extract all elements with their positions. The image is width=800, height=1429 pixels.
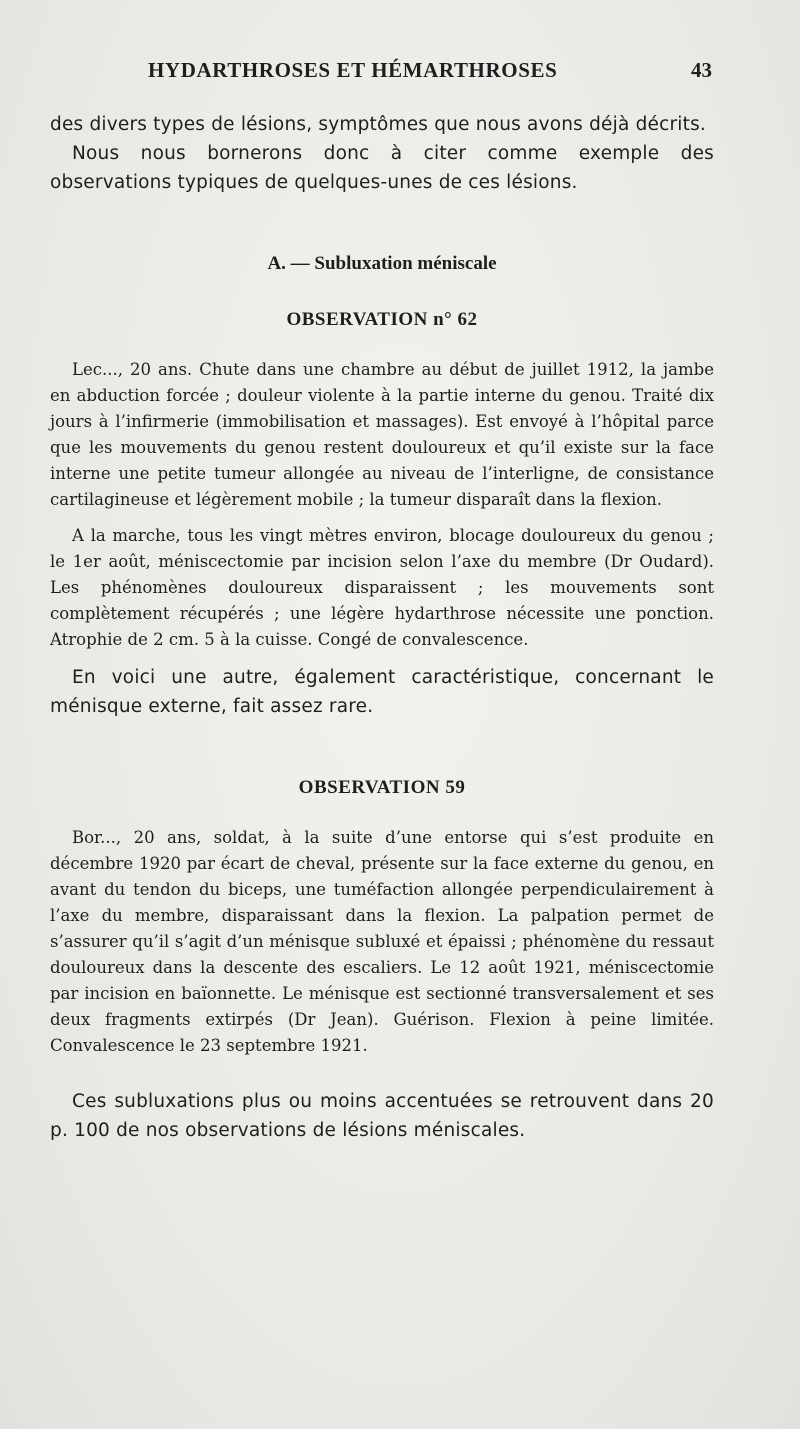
observation-heading-62: OBSERVATION n° 62 (286, 309, 478, 330)
observation-59-text: Bor..., 20 ans, soldat, à la suite d’une entorse qui s’est produite en décembre 1920 par écart de cheval, présente sur la face externe du genou, en avant du tendon du biceps, une tuméfaction allongée perpendiculairement à l’axe du membre, disparaissant dans la flexion. La palpation permet de s’assurer qu’il s’agit d’un ménisque subluxé et épaissi ; phénomène du ressaut douloureux dans la descente des escaliers. Le 12 août 1921, méniscectomie par incision en baïonnette. Le ménisque est sectionné transversalement et ses deux fragments extirpés (Dr Jean). Guérison. Flexion à peine limitée. Convalescence le 23 septembre 1921. (50, 828, 714, 1055)
paragraph-conclusion: Ces subluxations plus ou moins accentuées se retrouvent dans 20 p. 100 de nos observations de lésions méniscales. (50, 1091, 714, 1141)
observation-62-text-2: A la marche, tous les vingt mètres environ, blocage douloureux du genou ; le 1er août, méniscectomie par incision selon l’axe du membre (Dr Oudard). Les phénomènes douloureux disparaissent ; les mouvements sont complètement récupérés ; une légère hydarthrose nécessite une ponction. Atrophie de 2 cm. 5 à la cuisse. Congé de convalescence. (50, 526, 714, 649)
paragraph-intro: Nous nous bornerons donc à citer comme exemple des observations typiques de quelques-unes de ces lésions. (50, 143, 714, 193)
running-title: HYDARTHROSES ET HÉMARTHROSES (148, 58, 558, 82)
paragraph-transition: En voici une autre, également caractéristique, concernant le ménisque externe, fait assez rare. (50, 667, 714, 717)
body-text (50, 110, 714, 1145)
page-number: 43 (691, 58, 712, 82)
paragraph-intro-end: des divers types de lésions, symptômes que nous avons déjà décrits. (50, 114, 706, 135)
observation-heading-59: OBSERVATION 59 (298, 777, 466, 798)
section-heading: A. — Subluxation méniscale (267, 253, 497, 274)
page-header (0, 58, 800, 88)
observation-62-text-1: Lec..., 20 ans. Chute dans une chambre au début de juillet 1912, la jambe en abduction forcée ; douleur violente à la partie interne du genou. Traité dix jours à l’infirmerie (immobilisation et massages). Est envoyé à l’hôpital parce que les mouvements du genou restent douloureux et qu’il existe sur la face interne une petite tumeur allongée au niveau de l’interligne, de consistance cartilagineuse et légèrement mobile ; la tumeur disparaît dans la flexion. (50, 360, 714, 509)
